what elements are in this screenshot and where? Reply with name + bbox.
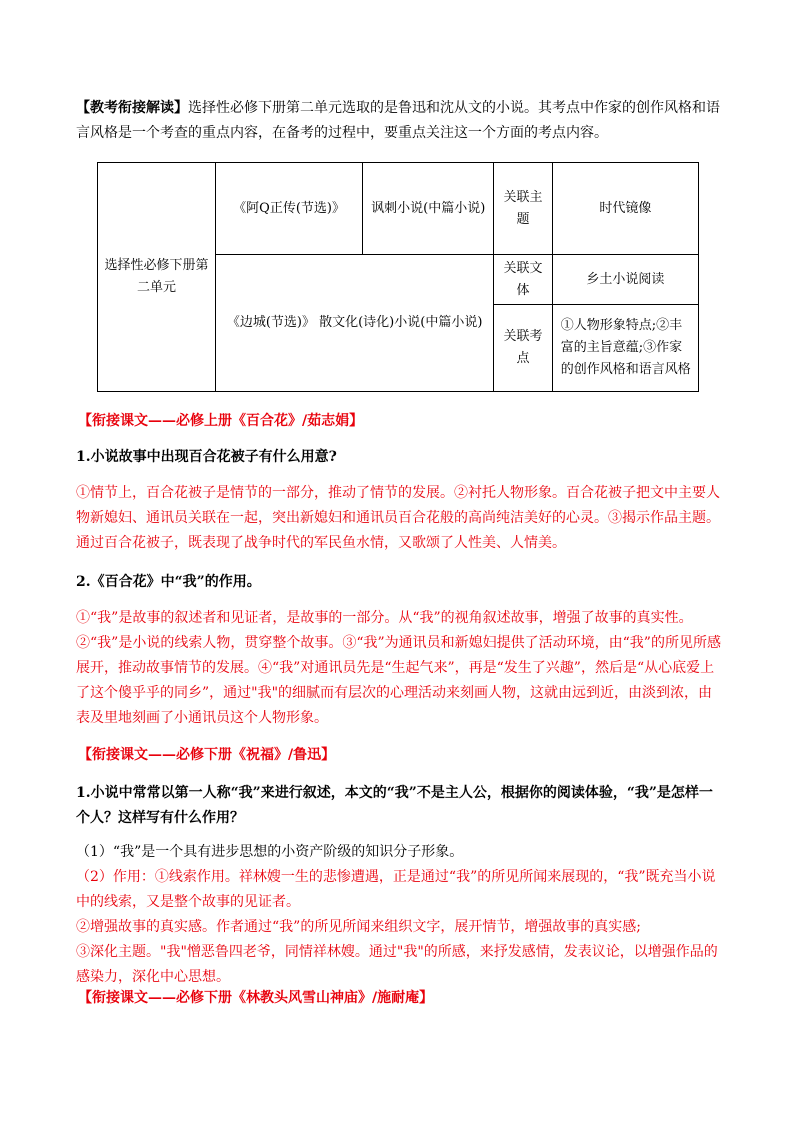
section1-question1: 1.小说故事中出现百合花被子有什么用意? bbox=[76, 449, 337, 465]
intro-label: 【教考衔接解读】 bbox=[76, 100, 188, 116]
unit-cell: 选择性必修下册第二单元 bbox=[98, 163, 216, 392]
relation-value-exam: ①人物形象特点;②丰富的主旨意蕴;③作家的创作风格和语言风格 bbox=[552, 305, 698, 392]
intro-text: 选择性必修下册第二单元选取的是鲁迅和沈从文的小说。其考点中作家的创作风格和语言风格是一个考查的重点内容，在备考的过程中，要重点关注这一个方面的考点内容。 bbox=[76, 100, 720, 141]
answer-part-1: （1）“我”是一个具有进步思想的小资产阶级的知识分子形象。 bbox=[76, 844, 464, 860]
work1-genre: 讽刺小说(中篇小说) bbox=[363, 163, 494, 255]
relation-value-theme: 时代镜像 bbox=[552, 163, 698, 255]
section1-question2: 2.《百合花》中“我”的作用。 bbox=[76, 574, 261, 590]
work2-cell: 《边城(节选)》 散文化(诗化)小说(中篇小说) bbox=[215, 255, 493, 392]
section2-heading: 【衔接课文——必修下册《祝福》/鲁迅】 bbox=[78, 747, 336, 763]
relation-value-genre: 乡土小说阅读 bbox=[552, 255, 698, 305]
answer-part-2: （2）作用：①线索作用。祥林嫂一生的悲惨遭遇，正是通过“我”的所见所闻来展现的，“我”既充当小说中的线索，又是整个故事的见证者。 bbox=[76, 869, 716, 910]
answer-part-4: ③深化主题。"我"憎恶鲁四老爷，同情祥林嫂。通过"我"的所感，来抒发感情，发表议论，以增强作品的感染力，深化中心思想。 bbox=[76, 944, 718, 985]
section1-heading: 【衔接课文——必修上册《百合花》/茹志娟】 bbox=[78, 413, 364, 429]
answer-part-3: ②增强故事的真实感。作者通过“我”的所见所闻来组织文字，展开情节，增强故事的真实感; bbox=[76, 919, 642, 935]
section1-answer2: ①“我”是故事的叙述者和见证者，是故事的一部分。从“我”的视角叙述故事，增强了故事的真实性。②“我”是小说的线索人物，贯穿整个故事。③“我”为通讯员和新媳妇提供了活动环境，由“我”的所见所感展开，推动故事情节的发展。④“我”对通讯员先是“生起气来”，再是“发生了兴趣”，然后是“从心底爱上了这个傻乎乎的同乡”，通过"我"的细腻而有层次的心理活动来刻画人物，这就由远到近，由淡到浓，由表及里地刻画了小通讯员这个人物形象。 bbox=[76, 610, 721, 726]
intro-paragraph bbox=[76, 96, 726, 146]
relation-label-theme: 关联主题 bbox=[494, 163, 552, 255]
section2-answer1 bbox=[76, 840, 726, 990]
section2-question1: 1.小说中常常以第一人称“我”来进行叙述，本文的“我”不是主人公，根据你的阅读体验，“我”是怎样一个人？这样写有什么作用？ bbox=[76, 785, 713, 826]
section1-answer1: ①情节上，百合花被子是情节的一部分，推动了情节的发展。②衬托人物形象。百合花被子把文中主要人物新媳妇、通讯员关联在一起，突出新媳妇和通讯员百合花般的高尚纯洁美好的心灵。③揭示作品主题。通过百合花被子，既表现了战争时代的军民鱼水情，又歌颂了人性美、人情美。 bbox=[76, 485, 720, 551]
relation-label-genre: 关联文体 bbox=[494, 255, 552, 305]
section3-heading: 【衔接课文——必修下册《林教头风雪山神庙》/施耐庵】 bbox=[78, 990, 434, 1006]
work1-title: 《阿Q正传(节选)》 bbox=[215, 163, 362, 255]
relation-label-exam: 关联考点 bbox=[494, 305, 552, 392]
unit-table bbox=[97, 162, 699, 392]
